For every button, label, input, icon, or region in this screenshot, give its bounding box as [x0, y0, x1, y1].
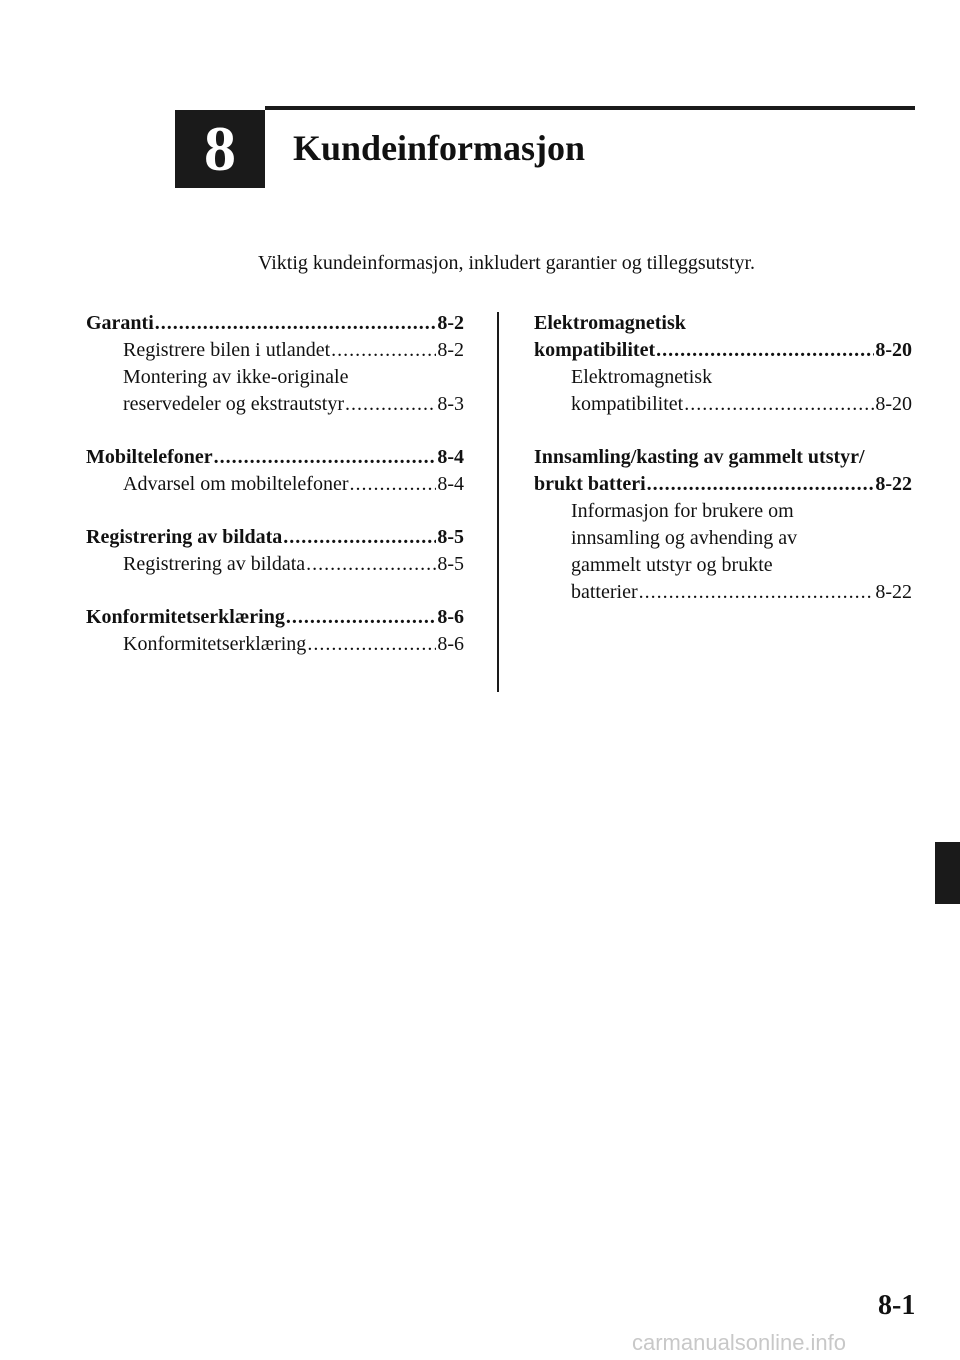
toc-heading-line: [534, 337, 912, 364]
toc-text: Elektromagnetisk: [571, 366, 713, 388]
chapter-number-box: [175, 110, 265, 188]
dot-leader: [331, 337, 436, 364]
toc-entry: [86, 444, 464, 498]
toc-text: Advarsel om mobiltelefoner: [123, 473, 349, 495]
toc-page-ref: 8-4: [437, 446, 464, 468]
toc-heading-line: [534, 444, 912, 471]
toc-heading-line: [86, 524, 464, 551]
chapter-title: Kundeinformasjon: [293, 128, 586, 168]
toc-heading-line: [86, 310, 464, 337]
toc-text: batterier: [571, 581, 638, 603]
dot-leader: [307, 631, 436, 658]
dot-leader: [350, 471, 437, 498]
toc-text: Konformitetserklæring: [86, 606, 285, 628]
page-number: 8-1: [878, 1290, 916, 1321]
toc-text: kompatibilitet: [534, 339, 656, 361]
toc-right-column: [534, 310, 912, 632]
toc-page-ref: 8-4: [437, 473, 464, 495]
toc-page-ref: 8-20: [875, 339, 912, 361]
toc-text: Informasjon for brukere om: [571, 500, 794, 522]
toc-subentry-line: [534, 498, 912, 525]
chapter-thumb-tab: [935, 842, 960, 904]
toc-text: Registrering av bildata: [123, 553, 306, 575]
dot-leader: [286, 604, 436, 631]
toc-subentry-line: [86, 364, 464, 391]
dot-leader: [306, 551, 436, 578]
toc-subentry-line: [534, 552, 912, 579]
toc-page-ref: 8-2: [437, 339, 464, 361]
toc-entry: [86, 524, 464, 578]
toc-entry: [534, 310, 912, 418]
watermark: carmanualsonline.info: [632, 1330, 847, 1355]
toc-subentry-line: [86, 391, 464, 418]
title-rule: [265, 106, 915, 110]
toc-subentry-line: [86, 471, 464, 498]
toc-page-ref: 8-20: [875, 393, 912, 415]
toc-subentry-line: [86, 337, 464, 364]
toc-text: Innsamling/kasting av gammelt utstyr/: [534, 446, 865, 468]
toc-text: brukt batteri: [534, 473, 646, 495]
toc-text: Garanti: [86, 312, 154, 334]
chapter-intro: Viktig kundeinformasjon, inkludert garantier og tilleggsutstyr.: [258, 252, 756, 274]
toc-entry: [534, 444, 912, 606]
toc-left-column: [86, 310, 464, 684]
toc-text: Elektromagnetisk: [534, 312, 686, 334]
dot-leader: [283, 524, 436, 551]
toc-page-ref: 8-22: [875, 473, 912, 495]
toc-text: innsamling og avhending av: [571, 527, 798, 549]
toc-page-ref: 8-3: [437, 393, 464, 415]
toc-subentry-line: [534, 525, 912, 552]
dot-leader: [684, 391, 874, 418]
toc-subentry-line: [86, 631, 464, 658]
toc-page-ref: 8-5: [437, 526, 464, 548]
toc-heading-line: [534, 471, 912, 498]
toc-text: Konformitetserklæring: [123, 633, 307, 655]
toc-text: gammelt utstyr og brukte: [571, 554, 773, 576]
toc-page-ref: 8-2: [437, 312, 464, 334]
toc-entry: [86, 604, 464, 658]
toc-subentry-line: [534, 364, 912, 391]
chapter-number: 8: [204, 113, 236, 184]
toc-heading-line: [534, 310, 912, 337]
toc-subentry-line: [534, 391, 912, 418]
toc-entry: [86, 310, 464, 418]
toc-text: Registrering av bildata: [86, 526, 283, 548]
dot-leader: [656, 337, 874, 364]
toc-page-ref: 8-6: [437, 606, 464, 628]
toc-text: Registrere bilen i utlandet: [123, 339, 331, 361]
toc-heading-line: [86, 444, 464, 471]
dot-leader: [214, 444, 437, 471]
dot-leader: [647, 471, 875, 498]
dot-leader: [639, 579, 875, 606]
toc-subentry-line: [86, 551, 464, 578]
toc-heading-line: [86, 604, 464, 631]
toc-text: kompatibilitet: [571, 393, 684, 415]
toc-subentry-line: [534, 579, 912, 606]
column-divider: [497, 312, 499, 692]
toc-text: reservedeler og ekstrautstyr: [123, 393, 345, 415]
toc-text: Montering av ikke-originale: [123, 366, 349, 388]
dot-leader: [345, 391, 436, 418]
toc-page-ref: 8-6: [437, 633, 464, 655]
toc-text: Mobiltelefoner: [86, 446, 213, 468]
toc-page-ref: 8-5: [437, 553, 464, 575]
dot-leader: [155, 310, 437, 337]
toc-page-ref: 8-22: [875, 581, 912, 603]
